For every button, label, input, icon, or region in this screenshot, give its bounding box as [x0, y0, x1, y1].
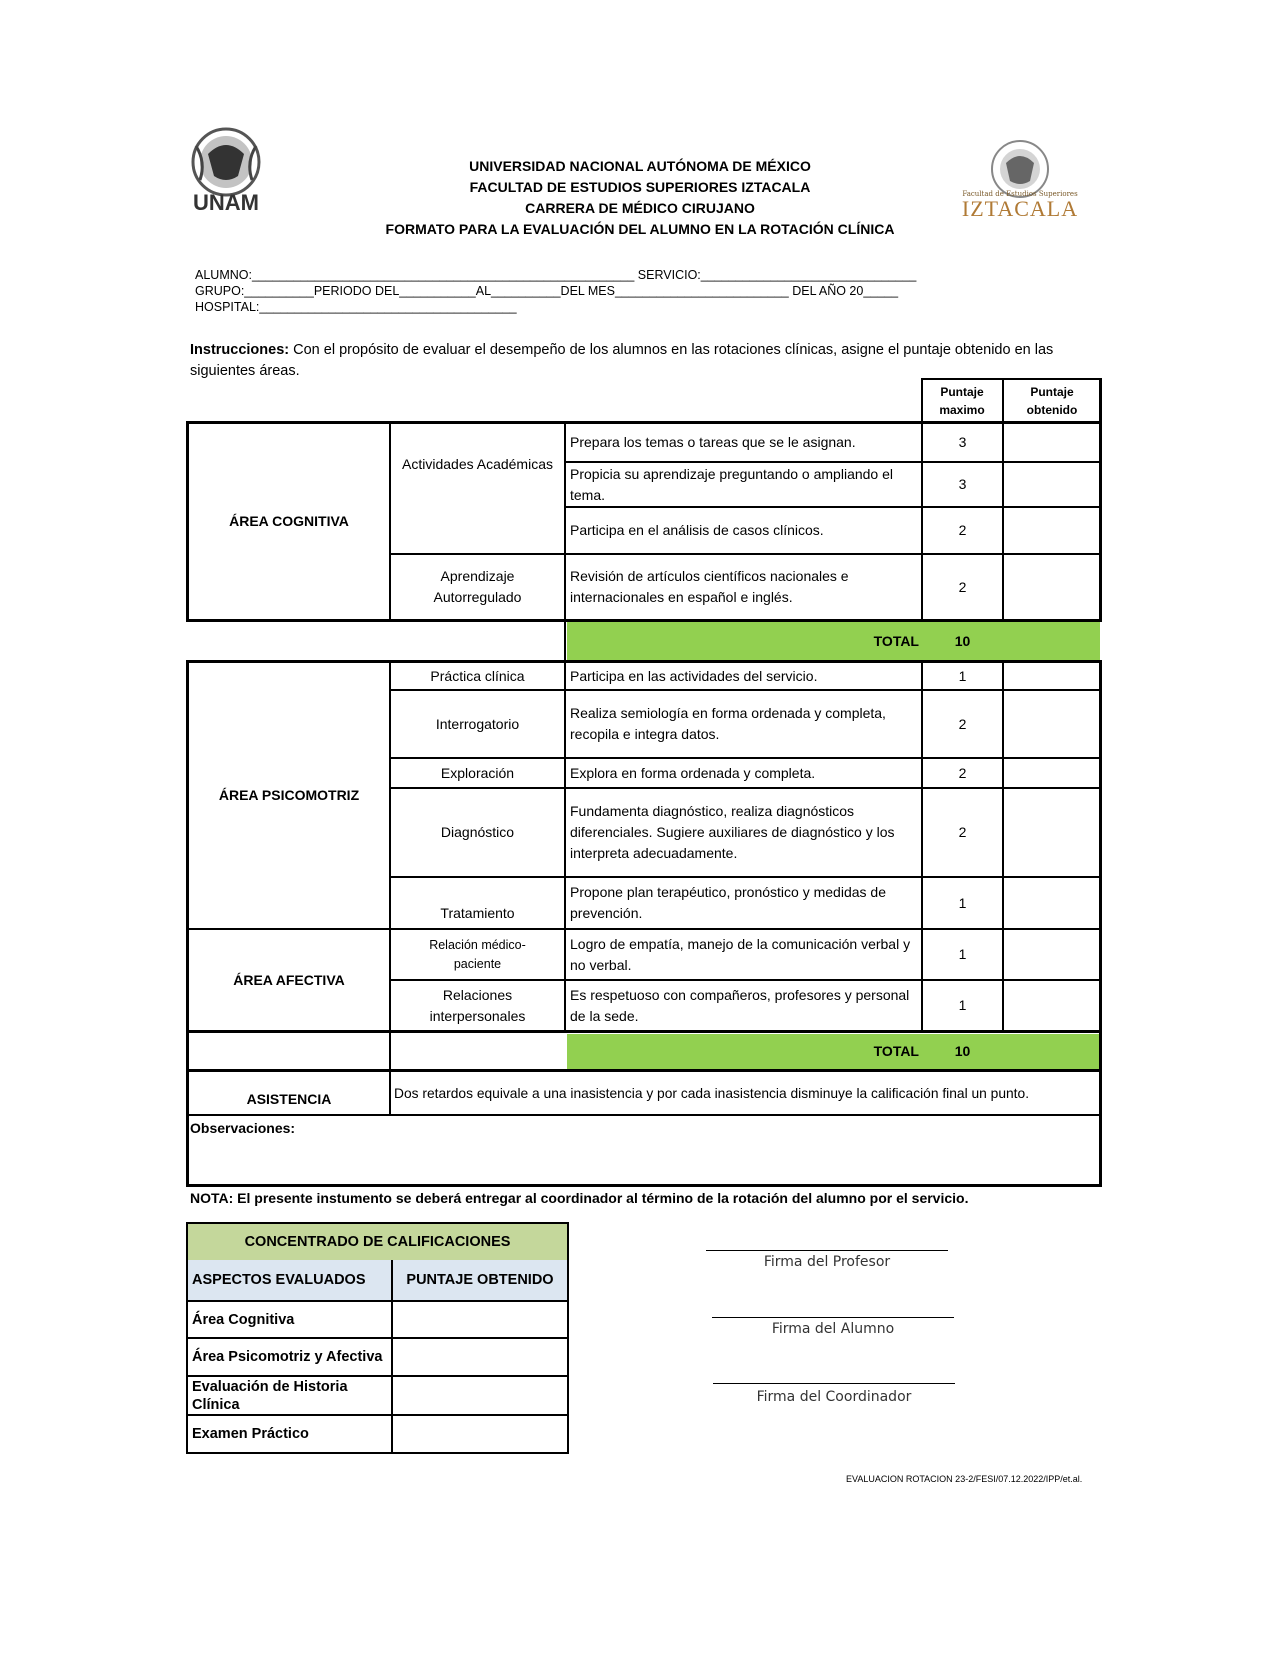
criterion-4: Revisión de artículos científicos nacionales e internacionales en español e inglés. — [570, 568, 849, 605]
criterion-3: Participa en el análisis de casos clínicos. — [570, 522, 824, 538]
title-university: UNIVERSIDAD NACIONAL AUTÓNOMA DE MÉXICO — [469, 158, 811, 174]
signature-line-alumno — [712, 1317, 954, 1318]
summary-score-1[interactable] — [391, 1300, 569, 1339]
summary-row-4: Examen Práctico — [186, 1414, 393, 1454]
nota: NOTA: El presente instumento se deberá entregar al coordinador al término de la rotación del alumno por el servicio. — [190, 1190, 969, 1206]
col-header-max: Puntaje maximo — [939, 384, 985, 417]
criterion-1: Prepara los temas o tareas que se le asignan. — [570, 434, 856, 450]
instructions-label: Instrucciones: — [190, 342, 290, 358]
subarea-relaciones: Relaciones interpersonales — [429, 986, 526, 1024]
total-label-2: TOTAL — [873, 1043, 919, 1059]
max-score-1: 3 — [958, 434, 967, 450]
title-faculty: FACULTAD DE ESTUDIOS SUPERIORES IZTACALA — [469, 179, 811, 195]
criterion-9: Propone plan terapéutico, pronóstico y medidas de prevención. — [570, 884, 886, 921]
info-alumno: ALUMNO:_______________________________________________________ SERVICIO:_______________________________ — [195, 268, 917, 282]
instructions-text: Con el propósito de evaluar el desempeño de los alumnos en las rotaciones clínicas, asigne el puntaje obtenido en las siguientes áreas. — [190, 342, 1054, 379]
subarea-aprendizaje: Aprendizaje Autorregulado — [433, 568, 522, 605]
iztacala-name: IZTACALA — [961, 196, 1079, 221]
title-format: FORMATO PARA LA EVALUACIÓN DEL ALUMNO EN LA ROTACIÓN CLÍNICA — [385, 221, 895, 237]
subarea-tratamiento: Tratamiento — [440, 905, 515, 921]
max-score-8: 2 — [958, 824, 967, 840]
subarea-diagnostico: Diagnóstico — [440, 824, 515, 840]
criterion-7: Explora en forma ordenada y completa. — [570, 764, 816, 781]
summary-row-1: Área Cognitiva — [186, 1300, 393, 1339]
info-hospital: HOSPITAL:_____________________________________ — [195, 300, 517, 314]
signature-line-profesor — [706, 1250, 948, 1251]
signature-profesor: Firma del Profesor — [763, 1254, 891, 1270]
total-value-1: 10 — [954, 632, 971, 649]
document-titles — [340, 156, 940, 240]
unam-word: UNAM — [193, 190, 259, 215]
criterion-11: Es respetuoso con compañeros, profesores y personal de la sede. — [570, 986, 910, 1024]
col-header-obtained: Puntaje obtenido — [1026, 384, 1078, 417]
signature-line-coordinador — [713, 1383, 955, 1384]
max-score-4: 2 — [958, 578, 967, 595]
signature-coordinador: Firma del Coordinador — [756, 1389, 912, 1405]
max-score-5: 1 — [958, 667, 967, 684]
iztacala-subtitle: Facultad de Estudios Superiores — [962, 190, 1078, 198]
max-score-2: 3 — [958, 476, 967, 492]
area-psicomotriz: ÁREA PSICOMOTRIZ — [218, 787, 360, 803]
subarea-relacion: Relación médico-paciente — [429, 937, 526, 971]
title-career: CARRERA DE MÉDICO CIRUJANO — [525, 200, 755, 216]
max-score-7: 2 — [958, 764, 967, 781]
summary-score-4[interactable] — [391, 1414, 569, 1454]
summary-row-2: Área Psicomotriz y Afectiva — [186, 1337, 393, 1377]
footer-code: EVALUACION ROTACION 23-2/FESI/07.12.2022/IPP/et.al. — [846, 1474, 1083, 1484]
subarea-exploracion: Exploración — [440, 764, 515, 781]
signature-alumno: Firma del Alumno — [771, 1321, 895, 1337]
total-label-1: TOTAL — [873, 632, 919, 649]
summary-row-3: Evaluación de Historia Clínica — [186, 1375, 393, 1416]
summary-score-3[interactable] — [391, 1375, 569, 1416]
criterion-5: Participa en las actividades del servicio. — [570, 667, 818, 684]
subarea-actividades: Actividades Académicas — [402, 456, 553, 472]
area-cognitiva: ÁREA COGNITIVA — [229, 513, 349, 529]
area-afectiva: ÁREA AFECTIVA — [233, 971, 345, 988]
summary-score-2[interactable] — [391, 1337, 569, 1377]
max-score-6: 2 — [958, 715, 967, 732]
max-score-9: 1 — [958, 894, 967, 911]
criterion-2: Propicia su aprendizaje preguntando o ampliando el tema. — [570, 465, 893, 503]
max-score-3: 2 — [958, 522, 967, 538]
info-grupo: GRUPO:__________PERIODO DEL___________AL__________DEL MES_________________________ DEL AÑO 20_____ — [195, 284, 899, 298]
asistencia-label: ASISTENCIA — [246, 1091, 332, 1107]
max-score-10: 1 — [958, 946, 967, 962]
criterion-10: Logro de empatía, manejo de la comunicación verbal y no verbal. — [570, 935, 911, 973]
asistencia-text: Dos retardos equivale a una inasistencia y por cada inasistencia disminuye la calificación final un punto. — [394, 1085, 1030, 1101]
criterion-6: Realiza semiología en forma ordenada y completa, recopila e integra datos. — [570, 705, 886, 742]
summary-title: CONCENTRADO DE CALIFICACIONES — [186, 1222, 569, 1262]
summary-col-score: PUNTAJE OBTENIDO — [391, 1260, 569, 1302]
subarea-interrogatorio: Interrogatorio — [435, 715, 520, 732]
subarea-practica: Práctica clínica — [430, 667, 525, 684]
summary-col-aspects: ASPECTOS EVALUADOS — [186, 1260, 393, 1302]
total-value-2: 10 — [954, 1043, 971, 1059]
observaciones-label: Observaciones: — [190, 1120, 296, 1136]
criterion-8: Fundamenta diagnóstico, realiza diagnósticos diferenciales. Sugiere auxiliares de diagnóstico y los interpreta adecuadamente. — [570, 803, 895, 861]
max-score-11: 1 — [958, 997, 967, 1013]
instructions — [190, 340, 1070, 382]
